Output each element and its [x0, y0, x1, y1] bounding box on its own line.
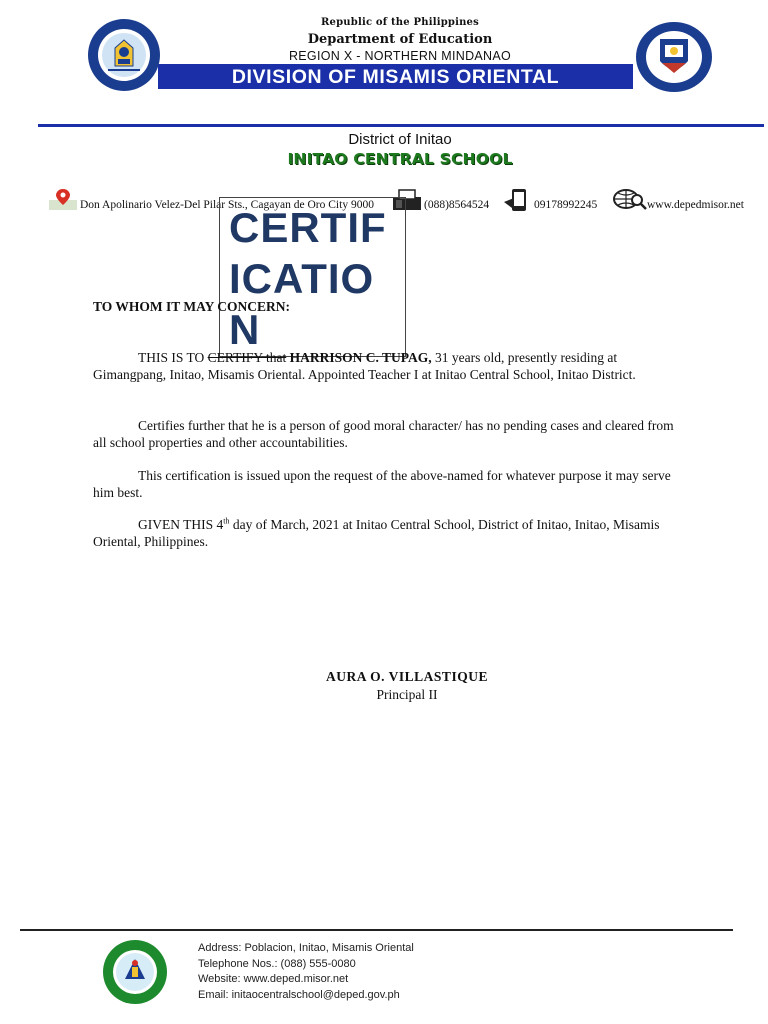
footer-divider: [20, 929, 733, 931]
district-label: District of Initao: [348, 131, 452, 148]
mobile-phone-icon: [502, 188, 530, 212]
region-line: REGION X - NORTHERN MINDANAO: [288, 49, 512, 63]
republic-line: Republic of the Philippines: [321, 17, 479, 28]
deped-seal-left: [87, 18, 161, 92]
school-logo: [101, 939, 169, 1005]
footer-email: Email: initaocentralschool@deped.gov.ph: [198, 988, 400, 1001]
signatory-position: Principal II: [376, 687, 438, 702]
department-line: Department of Education: [307, 32, 493, 47]
location-pin-icon: [49, 188, 77, 210]
paragraph-purpose: This certification is issued upon the request of the above-named for whatever purpose it may serve him best.: [93, 468, 671, 500]
school-name: INITAO CENTRAL SCHOOL: [287, 150, 513, 168]
footer-address: Address: Poblacion, Initao, Misamis Oriental: [198, 942, 414, 954]
contact-mobile: 09178992245: [534, 199, 598, 211]
contact-website: www.depedmisor.net: [647, 199, 744, 211]
contact-address: Don Apolinario Velez-Del Pilar Sts., Cagayan de Oro City 9000: [80, 199, 374, 211]
globe-search-icon: [612, 188, 648, 210]
header-divider: [38, 124, 764, 127]
footer-website: Website: www.deped.misor.net: [198, 973, 349, 985]
footer-contact: [198, 941, 414, 1003]
division-title: DIVISION OF MISAMIS ORIENTAL: [231, 66, 560, 88]
signatory-name: AURA O. VILLASTIQUE: [326, 669, 488, 684]
paragraph-given: GIVEN THIS 4th day of March, 2021 at Initao Central School, District of Initao, Initao, Misamis Oriental, Philippines.: [93, 516, 660, 549]
footer-telephone: Telephone Nos.: (088) 555-0080: [198, 957, 356, 970]
salutation: TO WHOM IT MAY CONCERN:: [93, 299, 291, 314]
paragraph-certify: THIS IS TO CERTIFY that HARRISON C. TUPAG, 31 years old, presently residing at Gimangpang, Initao, Misamis Oriental. Appointed Teacher I at Initao Central School, Initao District.: [93, 350, 636, 382]
paragraph-moral-character: Certifies further that he is a person of good moral character/ has no pending cases and cleared from all school properties and other accountabilities.: [93, 418, 674, 450]
document-title: CERTIFICATION: [229, 204, 387, 353]
deped-seal-right: [635, 21, 713, 93]
contact-phone: (088)8564524: [424, 199, 490, 211]
